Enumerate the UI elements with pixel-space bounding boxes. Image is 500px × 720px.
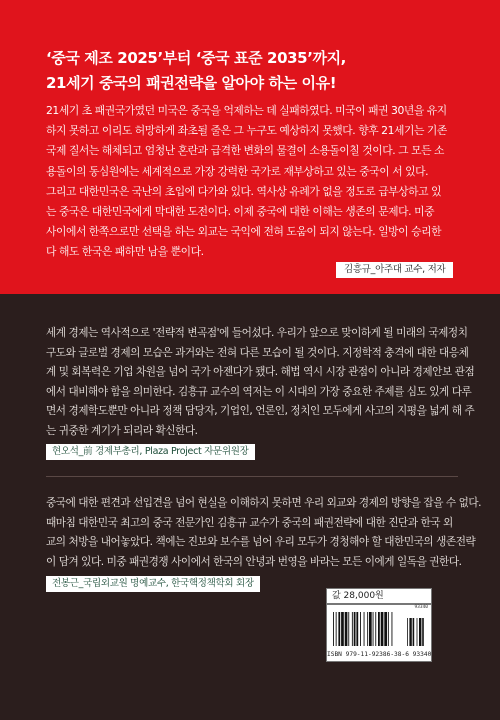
recommendation-line: 에서 대비해야 함을 의미한다. 김흥규 교수의 역저는 이 시대의 가장 중요한 주제를 심도 있게 다루 bbox=[46, 385, 472, 398]
recommendation-line: 구도와 글로벌 경제의 모습은 과거와는 전혀 다른 모습이 될 것이다. 지정학적 충격에 대한 대응체 bbox=[46, 346, 469, 359]
barcode-addon-bar bbox=[422, 618, 424, 646]
barcode-bar bbox=[375, 612, 376, 646]
barcode-addon-bar bbox=[417, 618, 418, 646]
author-tag: 김흥규_아주대 교수, 저자 bbox=[336, 262, 453, 278]
recommendation-1 bbox=[46, 324, 475, 442]
barcode-bar bbox=[360, 612, 361, 646]
barcode-bar bbox=[338, 612, 340, 646]
barcode-addon-bar bbox=[409, 618, 411, 646]
intro-paragraph bbox=[46, 101, 456, 263]
barcode-bar bbox=[392, 612, 393, 646]
recommendation-2 bbox=[46, 494, 482, 572]
headline-line: 21세기 중국의 패권전략을 알아야 하는 이유! bbox=[46, 74, 337, 92]
barcode bbox=[326, 604, 432, 662]
intro-line: 용돌이의 동심원에는 세계적으로 가장 강력한 국가로 재부상하고 있는 중국이 서 있다. bbox=[46, 164, 429, 178]
recommendation-line: 면서 경제학도뿐만 아니라 정책 담당자, 기업인, 언론인, 정치인 모두에게 사고의 지평을 넓게 해 주 bbox=[46, 405, 475, 418]
recommendation-line: 중국에 대한 편견과 선입견을 넘어 현실을 이해하지 못하면 우리 외교와 경제의 방향을 잡을 수 없다. bbox=[46, 497, 482, 509]
recommendation-line: 계 및 회복력은 기업 차원을 넘어 국가 아젠다가 됐다. 해법 역시 시장 관점이 아니라 경제안보 관점 bbox=[46, 366, 475, 379]
recommendation-line: 세계 경제는 역사적으로 '전략적 변곡점'에 들어섰다. 우리가 앞으로 맞이하게 될 미래의 국제정치 bbox=[46, 327, 468, 339]
barcode-addon-bar bbox=[419, 618, 421, 646]
barcode-bar bbox=[356, 612, 358, 646]
intro-line: 다 해도 한국은 패하만 남을 뿐이다. bbox=[46, 245, 204, 259]
red-header-section bbox=[0, 0, 500, 294]
intro-line: 는 중국은 대한민국에게 막대한 도전이다. 이제 중국에 대한 이해는 생존의 문제다. 미중 bbox=[46, 205, 435, 219]
recommendation-line: 는 귀중한 계기가 되리라 확신한다. bbox=[46, 424, 198, 437]
barcode-bar bbox=[336, 612, 337, 646]
barcode-bar bbox=[367, 612, 368, 646]
recommender-tag-2: 전봉근_국립외교원 명예교수, 한국핵정책학회 회장 bbox=[46, 576, 260, 592]
intro-line: 그리고 대한민국은 국난의 초입에 다가와 있다. 역사상 유례가 없을 정도로 급부상하고 있 bbox=[46, 184, 442, 198]
barcode-bar bbox=[388, 612, 389, 646]
isbn-number: ISBN 979-11-92386-38-6 93340 bbox=[327, 651, 432, 658]
barcode-bar bbox=[348, 612, 349, 646]
barcode-bar bbox=[384, 612, 387, 646]
intro-line: 21세기 초 패권국가였던 미국은 중국을 억제하는 데 실패하였다. 미국이 패권 30년을 유지 bbox=[46, 104, 447, 117]
recommender-tag-1: 현오석_前 경제부총리, Plaza Project 자문위원장 bbox=[46, 444, 255, 460]
barcode-bar bbox=[381, 612, 384, 646]
section-divider bbox=[46, 476, 458, 477]
intro-line: 하지 못하고 이리도 허망하게 좌초될 줄은 그 누구도 예상하지 못했다. 향후 21세기는 기존 bbox=[46, 124, 447, 138]
headline-line: ‘중국 제조 2025’부터 ‘중국 표준 2035’까지, bbox=[46, 49, 346, 67]
barcode-bar bbox=[333, 612, 334, 646]
headline bbox=[46, 46, 466, 96]
intro-line: 사이에서 한쪽으로만 선택을 하는 외교는 국익에 전혀 도움이 되지 않는다. 일방이 승리한 bbox=[46, 225, 442, 239]
recommendation-line: 교의 처방을 내어놓았다. 책에는 진보와 보수를 넘어 우리 모두가 경청해야 할 대한민국의 생존전략 bbox=[46, 536, 476, 549]
barcode-addon-bar bbox=[413, 618, 415, 646]
barcode-bar bbox=[354, 612, 356, 646]
recommendation-line: 이 담겨 있다. 미중 패권경쟁 사이에서 한국의 안녕과 번영을 바라는 모든 이에게 일독을 권한다. bbox=[46, 555, 462, 568]
barcode-bar bbox=[345, 612, 348, 646]
barcode-bars bbox=[331, 608, 429, 648]
barcode-bar bbox=[378, 612, 380, 646]
addon-code: 93340 bbox=[414, 605, 428, 610]
recommendation-line: 때마침 대한민국 최고의 중국 전문가인 김흥규 교수가 중국의 패권전략에 대한 진단과 한국 외 bbox=[46, 516, 453, 529]
barcode-bar bbox=[352, 612, 353, 646]
barcode-bar bbox=[364, 612, 365, 646]
intro-line: 국제 질서는 해체되고 엄청난 혼란과 급격한 변화의 물결이 소용돌이칠 것이다. 그 모든 소 bbox=[46, 144, 445, 158]
barcode-addon-bar bbox=[407, 618, 408, 646]
barcode-bar bbox=[341, 612, 344, 646]
barcode-bar bbox=[373, 612, 374, 646]
price-label: 값 28,000원 bbox=[326, 588, 432, 604]
barcode-bar bbox=[369, 612, 372, 646]
